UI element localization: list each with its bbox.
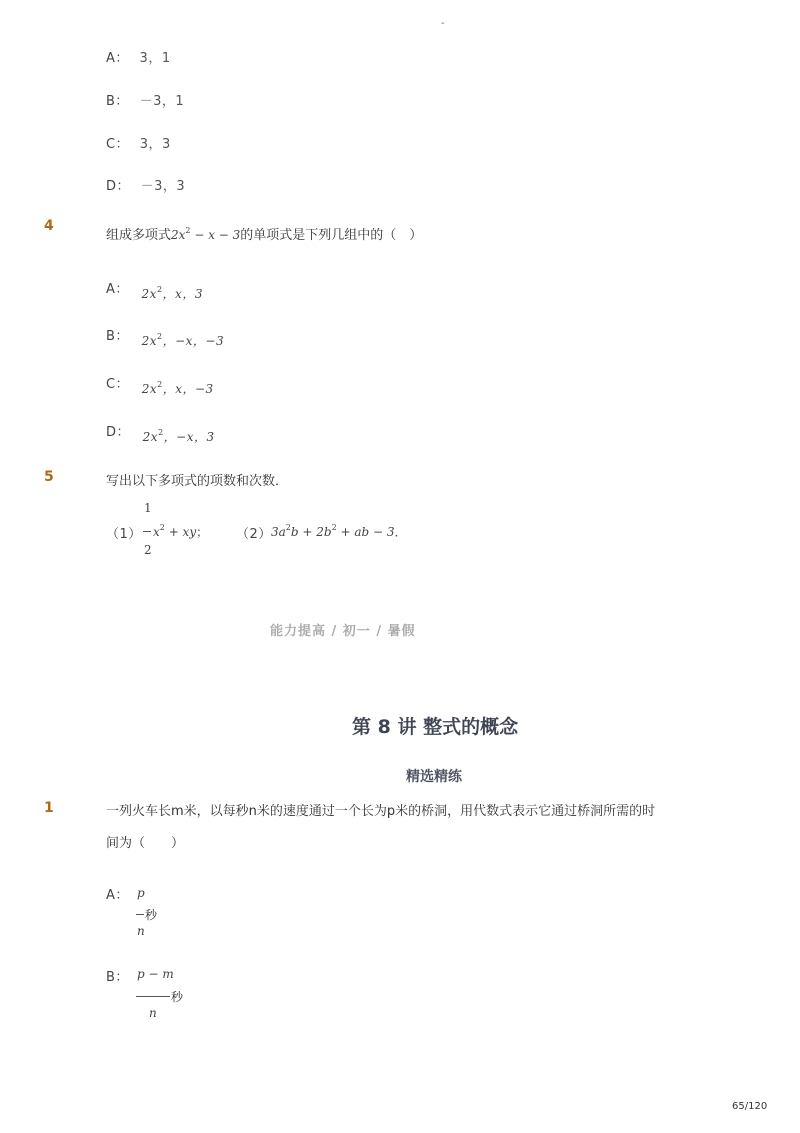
fraction-denominator: n bbox=[137, 924, 145, 938]
option-label: C： bbox=[106, 137, 130, 152]
q3-option-d[interactable] bbox=[106, 175, 185, 194]
option-value: $2x^2$，x，−3 bbox=[141, 380, 214, 396]
fraction-denominator: n bbox=[149, 1006, 157, 1020]
option-value: $2x^2$，−x，3 bbox=[142, 428, 215, 444]
q1-option-b-label[interactable]: B： bbox=[106, 970, 129, 985]
stem-text: 组成多项式 bbox=[106, 228, 172, 243]
q1-option-a-label[interactable]: A： bbox=[106, 888, 129, 903]
question-1-line-1: 一列火车长m米，以每秒n米的速度通过一个长为p米的桥洞，用代数式表示它通过桥洞所需的时 bbox=[106, 804, 656, 819]
option-label: A： bbox=[106, 282, 129, 297]
q3-option-c[interactable] bbox=[106, 133, 171, 152]
fraction-bar bbox=[136, 914, 144, 915]
option-label: B： bbox=[106, 94, 129, 109]
option-unit: 秒 bbox=[145, 908, 158, 922]
q3-option-a[interactable] bbox=[106, 47, 171, 66]
fraction-denominator: 2 bbox=[144, 543, 152, 557]
option-label: D： bbox=[106, 425, 131, 440]
lecture-title: 第 8 讲 整式的概念 bbox=[352, 716, 519, 738]
section-title: 精选精练 bbox=[406, 769, 462, 785]
option-value: $2x^2$，x，3 bbox=[141, 285, 203, 301]
fraction-bar bbox=[136, 996, 170, 997]
option-unit: 秒 bbox=[171, 990, 184, 1004]
polynomial: $2x^2 - x - 3$ bbox=[171, 226, 241, 242]
q3-option-b[interactable] bbox=[106, 90, 184, 109]
top-mark: - bbox=[441, 18, 445, 29]
question-4-stem bbox=[106, 224, 422, 243]
question-5-stem: 写出以下多项式的项数和次数． bbox=[106, 474, 289, 489]
fraction-numerator: p − m bbox=[137, 967, 174, 981]
fraction-numerator: 1 bbox=[144, 501, 152, 515]
q4-option-b[interactable] bbox=[106, 325, 225, 348]
q4-option-c[interactable] bbox=[106, 373, 214, 396]
fraction-bar bbox=[143, 531, 151, 532]
option-value: －3，3 bbox=[140, 179, 186, 194]
page-number: 65/120 bbox=[732, 1101, 768, 1112]
q5-part-1-expression: $x^2$ + xy； bbox=[153, 523, 209, 539]
option-value: －3，1 bbox=[139, 94, 185, 109]
option-value: 3，1 bbox=[139, 51, 171, 66]
option-value: 3，3 bbox=[139, 137, 171, 152]
q4-option-a[interactable] bbox=[106, 278, 203, 301]
option-label: D： bbox=[106, 179, 131, 194]
question-number: 5 bbox=[44, 469, 54, 485]
question-number: 1 bbox=[44, 800, 54, 816]
q5-part-2-label: （2） bbox=[236, 527, 272, 542]
option-label: C： bbox=[106, 377, 130, 392]
question-number: 4 bbox=[44, 218, 54, 234]
fraction-numerator: p bbox=[137, 886, 145, 900]
option-label: A： bbox=[106, 51, 129, 66]
question-1-line-2: 间为（ ） bbox=[106, 836, 185, 851]
series-brand: 能力提高 / 初一 / 暑假 bbox=[270, 624, 416, 639]
option-value: $2x^2$，−x，−3 bbox=[141, 332, 225, 348]
stem-text: 的单项式是下列几组中的（ ） bbox=[240, 228, 423, 243]
q5-part-1-label: （1） bbox=[106, 527, 142, 542]
q4-option-d[interactable] bbox=[106, 421, 215, 444]
option-label: B： bbox=[106, 329, 129, 344]
q5-part-2-expression: $3a^2b + 2b^2$ + ab − 3． bbox=[271, 523, 407, 539]
